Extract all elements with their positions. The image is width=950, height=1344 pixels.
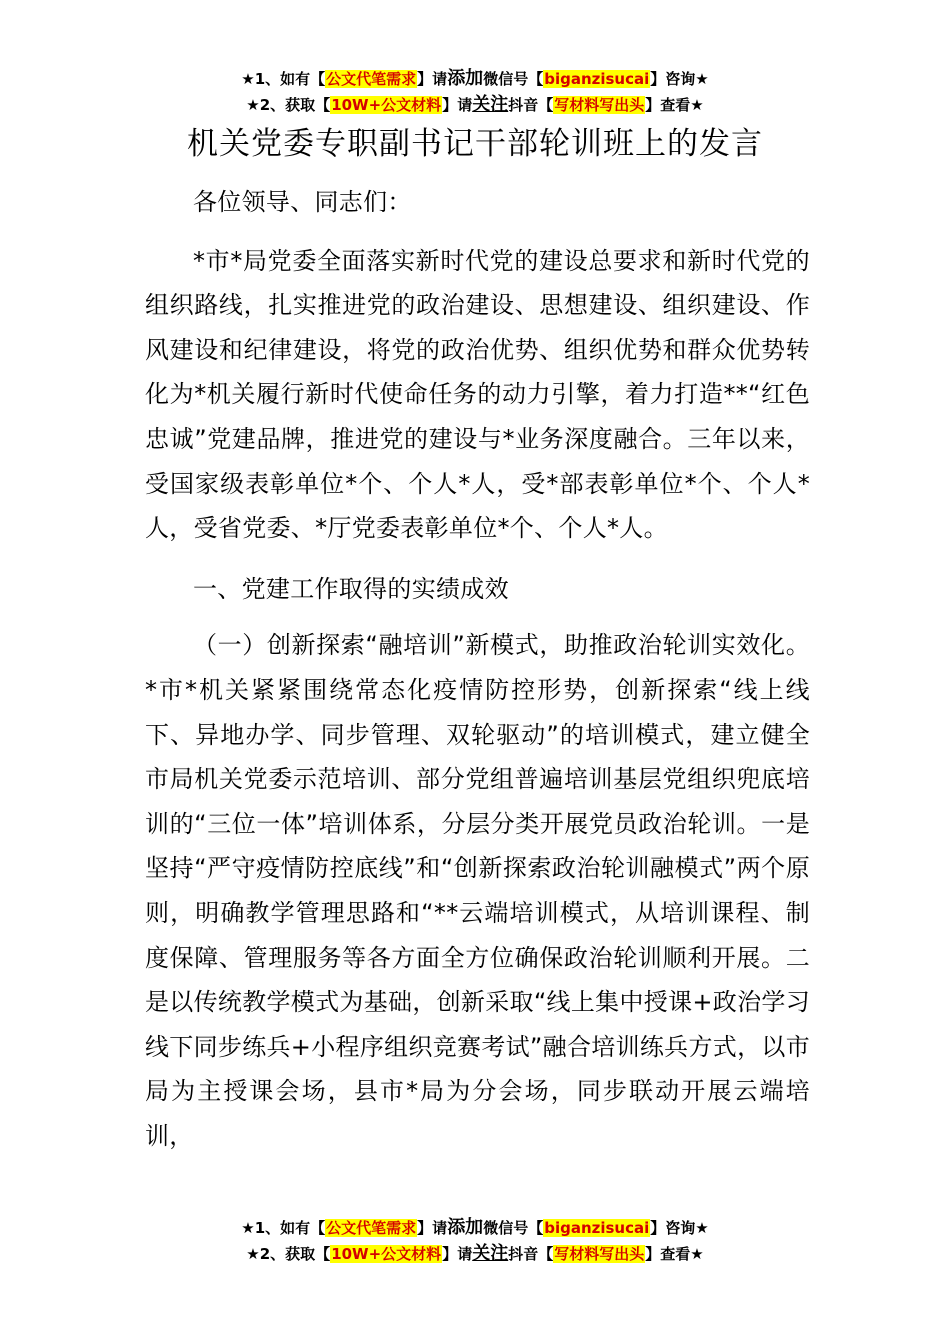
promo-highlight-wechat-id: biganzisucai [544,70,650,88]
promo-line-2 [0,92,950,118]
promo-text: 】咨询★ [650,1219,709,1237]
promo-text: ★1、如有【 [241,70,326,88]
promo-text: 微信号【 [483,1219,544,1237]
promo-text: 】请 [417,70,448,88]
promo-emphasis: 关注 [472,94,509,115]
promo-banner-bottom [0,1215,950,1267]
document-body [145,180,810,1158]
promo-text: 】查看★ [645,1245,704,1263]
promo-text: ★2、获取【 [246,1245,331,1263]
promo-highlight-wechat-id: biganzisucai [544,1219,650,1237]
promo-emphasis: 关注 [472,1243,509,1264]
promo-emphasis: 添加 [447,1217,484,1238]
promo-highlight-douyin: 写材料写出头 [554,1245,645,1263]
promo-highlight: 公文代笔需求 [326,70,417,88]
promo-line-2 [0,1241,950,1267]
promo-text: 】查看★ [645,96,704,114]
promo-line-1 [0,1215,950,1241]
promo-highlight: 10W+公文材料 [331,96,442,114]
promo-text: 】请 [442,96,473,114]
salutation: 各位领导、同志们： [193,188,412,216]
paragraph-section-1-1: （一）创新探索“融培训”新模式，助推政治轮训实效化。*市*机关紧紧围绕常态化疫情防控形势，创新探索“线上线下、异地办学、同步管理、双轮驱动”的培训模式，建立健全市局机关党委示范培训、部分党组普遍培训基层党组织兜底培训的“三位一体”培训体系，分层分类开展党员政治轮训。一是坚持“严守疫情防控底线”和“创新探索政治轮训融模式”两个原则，明确教学管理思路和“**云端培训模式，从培训课程、制度保障、管理服务等各方面全方位确保政治轮训顺利开展。二是以传统教学模式为基础，创新采取“线上集中授课+政治学习线下同步练兵+小程序组织竞赛考试”融合培训练兵方式，以市局为主授课会场，县市*局为分会场，同步联动开展云端培训， [145,631,810,1150]
section-heading-1: 一、党建工作取得的实绩成效 [193,574,509,603]
promo-highlight: 10W+公文材料 [331,1245,442,1263]
promo-text: 】请 [417,1219,448,1237]
promo-highlight: 公文代笔需求 [326,1219,417,1237]
promo-highlight-douyin: 写材料写出头 [554,96,645,114]
promo-text: 抖音【 [508,1245,554,1263]
paragraph-intro: *市*局党委全面落实新时代党的建设总要求和新时代党的组织路线，扎实推进党的政治建设、思想建设、组织建设、作风建设和纪律建设，将党的政治优势、组织优势和群众优势转化为*机关履行新时代使命任务的动力引擎，着力打造**“红色忠诚”党建品牌，推进党的建设与*业务深度融合。三年以来，受国家级表彰单位*个、个人*人，受*部表彰单位*个、个人*人，受省党委、*厅党委表彰单位*个、个人*人。 [145,246,810,543]
document-title: 机关党委专职副书记干部轮训班上的发言 [187,126,763,162]
promo-text: 微信号【 [483,70,544,88]
promo-line-1 [0,66,950,92]
promo-emphasis: 添加 [447,68,484,89]
promo-banner-top [0,66,950,118]
promo-text: 抖音【 [508,96,554,114]
promo-text: ★2、获取【 [246,96,331,114]
promo-text: ★1、如有【 [241,1219,326,1237]
promo-text: 】咨询★ [650,70,709,88]
promo-text: 】请 [442,1245,473,1263]
